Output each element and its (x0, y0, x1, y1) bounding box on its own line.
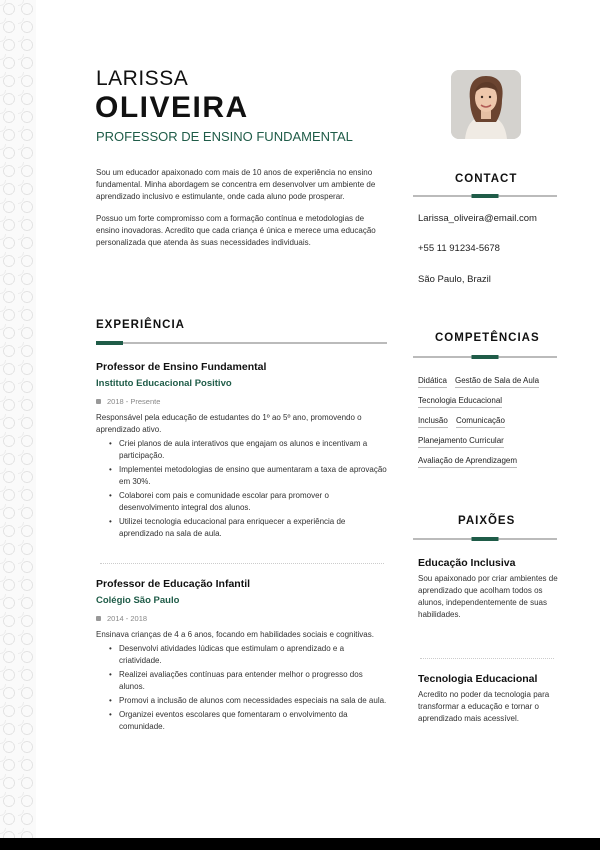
passion-separator (420, 658, 554, 659)
skill-tag: Comunicação (456, 416, 505, 428)
job-role: Professor de Ensino Fundamental (96, 361, 267, 373)
job-bullets (96, 643, 388, 733)
first-name: LARISSA (96, 67, 189, 90)
job-date-text: 2018 - Presente (107, 397, 161, 406)
passion-title: Tecnologia Educacional (418, 673, 538, 685)
calendar-icon (96, 399, 101, 404)
job-date (96, 614, 388, 623)
summary-paragraph: Sou um educador apaixonado com mais de 10 anos de experiência no ensino fundamental. Minha abordagem se concentra em desenvolver um ambiente de aprendizado inclusivo e estimulante, onde cada aluno pode prosperar. (96, 168, 376, 201)
contact-email[interactable]: Larissa_oliveira@email.com (418, 213, 537, 224)
passion-text: Sou apaixonado por criar ambientes de aprendizado que acolham todos os alunos, independentemente de suas habilidades. (418, 574, 558, 619)
experience-heading: EXPERIÊNCIA (96, 319, 185, 331)
job-description: Ensinava crianças de 4 a 6 anos, focando em habilidades sociais e cognitivas. (96, 630, 374, 639)
bullet-item: • Desenvolvi atividades lúdicas que estimulam o aprendizado e a criatividade. (119, 643, 388, 667)
bullet-item: • Organizei eventos escolares que fomentaram o envolvimento da comunidade. (119, 709, 388, 733)
job-organization: Colégio São Paulo (96, 595, 180, 606)
bullet-item: • Promovi a inclusão de alunos com necessidades especiais na sala de aula. (119, 695, 388, 707)
bullet-item: • Implementei metodologias de ensino que aumentaram a taxa de aprovação em 30%. (119, 464, 388, 488)
experience-item (96, 578, 388, 735)
contact-heading: CONTACT (455, 173, 518, 185)
experience-divider (96, 342, 387, 344)
experience-item (96, 361, 388, 542)
decorative-pattern (0, 0, 36, 838)
skill-tag: Tecnologia Educacional (418, 396, 502, 408)
bullet-item: • Utilizei tecnologia educacional para enriquecer a experiência de aprendizado na sala de aula. (119, 516, 388, 540)
passion-text: Acredito no poder da tecnologia para transformar a educação e tornar o aprendizado mais acessível. (418, 690, 550, 723)
profile-photo (451, 70, 521, 139)
profile-summary (96, 167, 388, 259)
passions-heading: PAIXÕES (458, 515, 516, 527)
bullet-item: • Criei planos de aula interativos que engajam os alunos e incentivam a participação. (119, 438, 388, 462)
job-title: PROFESSOR DE ENSINO FUNDAMENTAL (96, 129, 353, 144)
job-date (96, 397, 388, 406)
passions-divider (413, 538, 557, 540)
last-name: OLIVEIRA (95, 91, 249, 124)
skills-divider (413, 356, 557, 358)
passion-title: Educação Inclusiva (418, 557, 516, 569)
job-organization: Instituto Educacional Positivo (96, 378, 232, 389)
contact-location: São Paulo, Brazil (418, 274, 491, 285)
bottom-bar (0, 838, 600, 850)
skill-tag: Avaliação de Aprendizagem (418, 456, 517, 468)
summary-paragraph: Possuo um forte compromisso com a formação contínua e metodologias de ensino inovadoras. Acredito que cada criança é única e merece uma educação personalizada que atenda às suas necessidades individuais. (96, 214, 376, 247)
skill-tag: Inclusão (418, 416, 448, 428)
job-date-text: 2014 - 2018 (107, 614, 148, 623)
passion-item (418, 557, 558, 621)
experience-separator (100, 563, 384, 564)
contact-phone[interactable]: +55 11 91234-5678 (418, 243, 500, 254)
job-description: Responsável pela educação de estudantes do 1º ao 5º ano, promovendo o aprendizado ativo. (96, 413, 362, 434)
skill-tag: Didática (418, 376, 447, 388)
job-bullets (96, 438, 388, 540)
skill-tag: Gestão de Sala de Aula (455, 376, 539, 388)
bullet-item: • Realizei avaliações contínuas para entender melhor o progresso dos alunos. (119, 669, 388, 693)
calendar-icon (96, 616, 101, 621)
contact-divider (413, 195, 557, 197)
bullet-item: • Colaborei com pais e comunidade escolar para promover o desenvolvimento integral dos alunos. (119, 490, 388, 514)
job-role: Professor de Educação Infantil (96, 578, 251, 590)
skills-heading: COMPETÊNCIAS (435, 332, 540, 344)
skill-tag: Planejamento Curricular (418, 436, 504, 448)
passion-item (418, 673, 558, 725)
